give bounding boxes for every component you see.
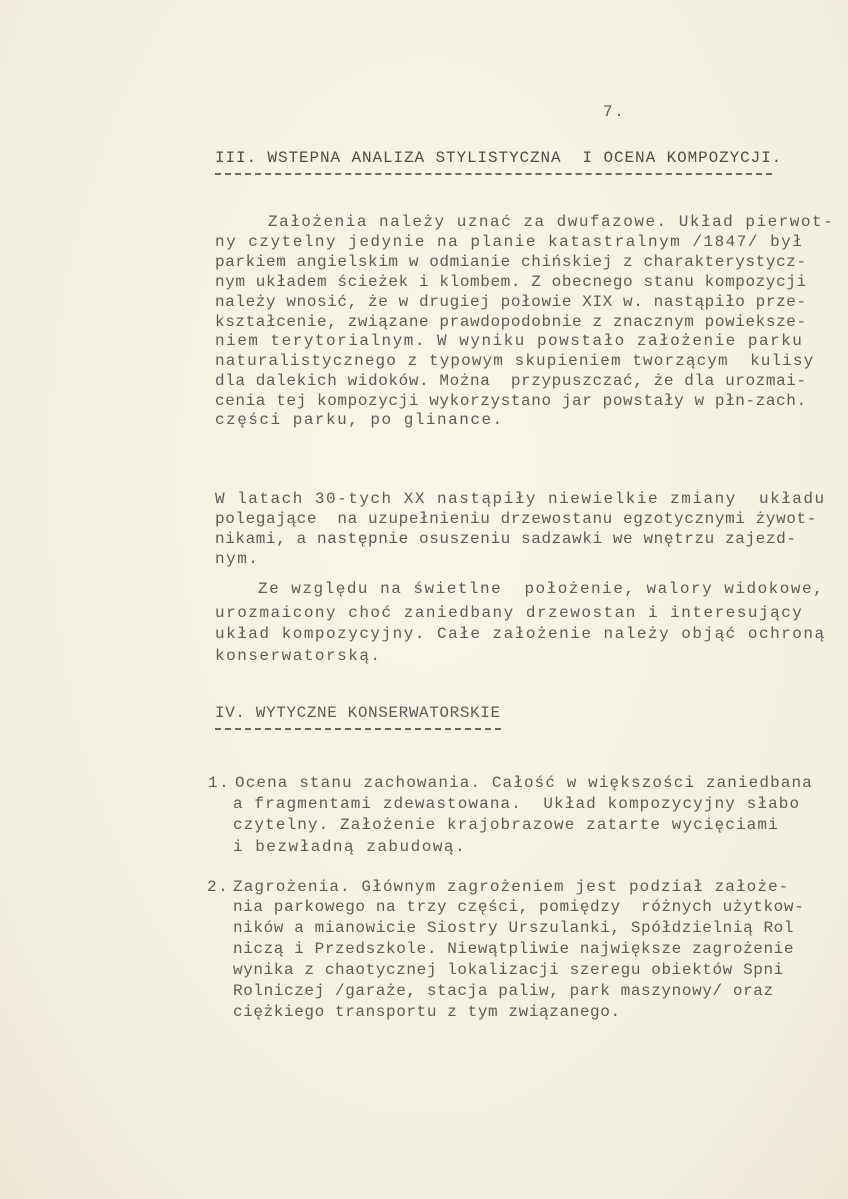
item-number: 2.: [207, 878, 230, 896]
text-line: należy wnosić, że w drugiej połowie XIX w. nastąpiło prze-: [215, 293, 807, 311]
text-line: parkiem angielskim w odmianie chińskiej z charakterystycz-: [215, 253, 807, 271]
text-line: konserwatorską.: [215, 647, 382, 665]
text-line: wynika z chaotycznej lokalizacji szeregu obiektów Spni: [233, 961, 784, 979]
text-line: czytelny. Założenie krajobrazowe zatarte wycięciami: [233, 816, 779, 834]
item-number: 1.: [208, 774, 231, 792]
text-line: naturalistycznego z typowym skupieniem tworzącym kulisy: [215, 352, 815, 370]
text-line: nia parkowego na trzy części, pomiędzy różnych użytkow-: [233, 898, 805, 916]
section-3-heading: III. WSTEPNA ANALIZA STYLISTYCZNA I OCENA KOMPOZYCJI.: [215, 149, 783, 167]
heading-underline: [215, 173, 772, 175]
text-line: kształcenie, związane prawdopodobnie z znacznym powiekszе-: [215, 313, 807, 331]
text-line: Rolniczej /garaże, stacja paliw, park maszynowy/ oraz: [233, 982, 774, 1000]
text-line: układ kompozycyjny. Całe założenie należy objąć ochroną: [215, 625, 826, 643]
text-line: nym.: [215, 550, 260, 568]
text-line: nym układem ścieżek i klombem. Z obecnego stanu kompozycji: [215, 273, 807, 291]
heading-underline: [215, 728, 501, 730]
text-line: W latach 30-tych XX nastąpiły niewielkie zmiany układu: [215, 490, 826, 508]
text-line: niem terytorialnym. W wyniku powstało założenie parku: [215, 332, 804, 350]
text-line: cenia tej kompozycji wykorzystano jar powstały w płn-zach.: [215, 392, 807, 410]
section-4-heading: IV. WYTYCZNE KONSERWATORSKIE: [215, 704, 501, 722]
text-line: urozmaicony choć zaniedbany drzewostan i interesujący: [215, 604, 804, 622]
text-line: Założenia należy uznać za dwufazowe. Układ pierwot-: [268, 213, 835, 231]
text-line: ciężkiego transportu z tym związanego.: [233, 1003, 621, 1021]
text-line: niczą i Przedszkole. Niewątpliwie największe zagrożenie: [233, 940, 795, 958]
text-line: dla dalekich widoków. Można przypuszczać, że dla urozmai-: [215, 372, 807, 390]
text-line: nikami, a następnie osuszeniu sadzawki we wnętrzu zajezd-: [215, 530, 797, 548]
text-line: Zagrożenia. Głównym zagrożeniem jest podział założe-: [233, 878, 790, 896]
text-line: ników a mianowicie Siostry Urszulanki, Spółdzielnią Rol: [233, 919, 795, 937]
page-number: 7.: [603, 103, 626, 121]
text-line: Ocena stanu zachowania. Całość w większości zaniedbana: [235, 774, 813, 792]
text-line: Ze względu na świetlne położenie, walory widokowe,: [258, 580, 825, 598]
text-line: polegające na uzupełnieniu drzewostanu egzotycznymi żywot-: [215, 510, 817, 528]
text-line: a fragmentami zdewastowana. Układ kompozycyjny słabo: [233, 795, 801, 813]
text-line: i bezwładną zabudową.: [233, 838, 467, 856]
text-line: ny czytelny jedynie na planie katastralnym /1847/ był: [215, 233, 804, 251]
text-line: części parku, po glinance.: [215, 411, 504, 429]
